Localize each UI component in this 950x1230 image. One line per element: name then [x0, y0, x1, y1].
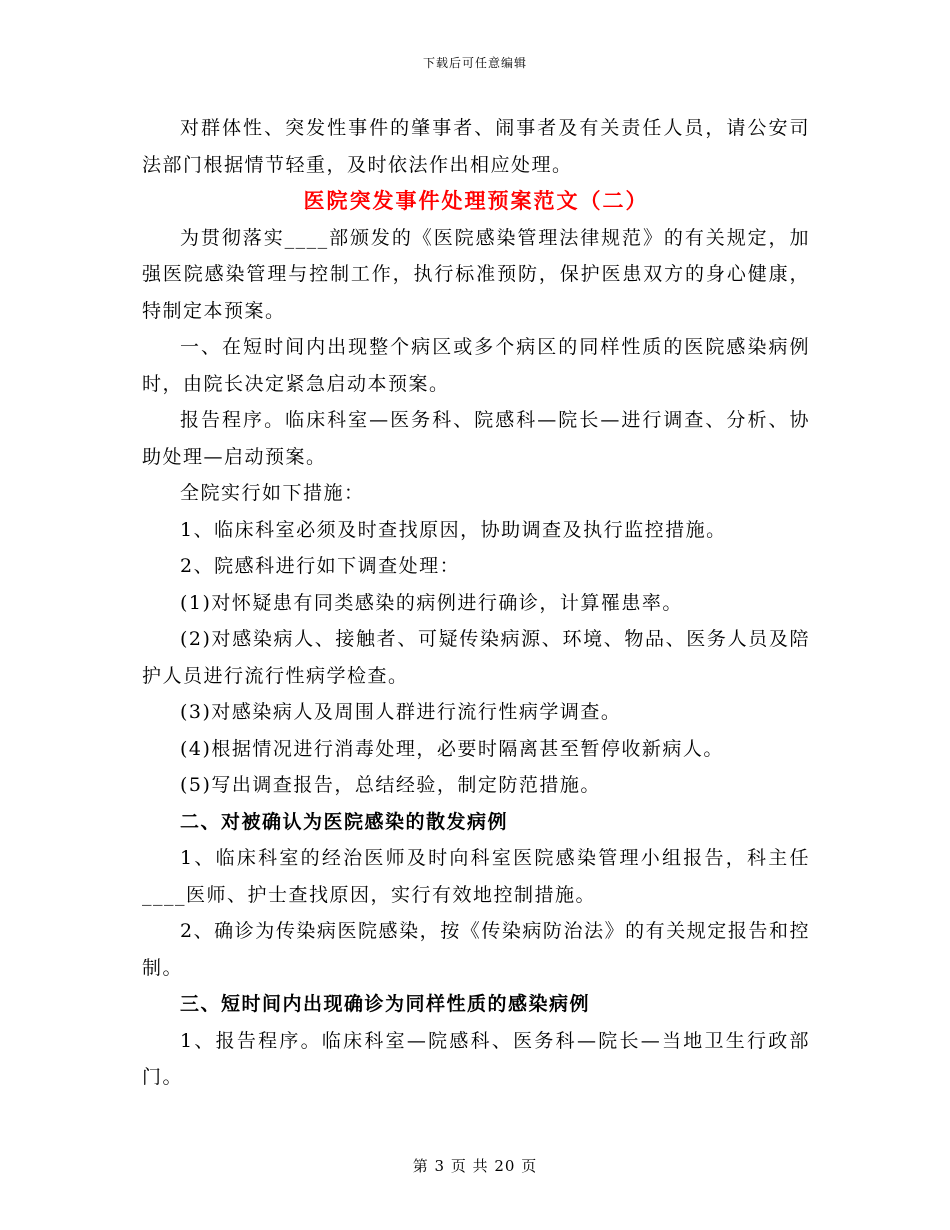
- page-number: 第 3 页 共 20 页: [412, 1157, 538, 1175]
- page-header-note: 下载后可任意编辑: [422, 56, 527, 70]
- section-3-heading: 三、短时间内出现确诊为同样性质的感染病例: [180, 993, 591, 1015]
- intro-paragraph: 对群体性、突发性事件的肇事者、闹事者及有关责任人员，请公安司法部门根据情节轻重，及时依法作出相应处理。: [142, 117, 810, 176]
- paragraph-step-5: (5)写出调查报告，总结经验，制定防范措施。: [180, 774, 601, 796]
- section-2-heading: 二、对被确认为医院感染的散发病例: [180, 810, 509, 833]
- paragraph-section-1: 一、在短时间内出现整个病区或多个病区的同样性质的医院感染病例时，由院长决定紧急启动本预案。: [142, 336, 810, 395]
- document-body: [142, 110, 810, 1096]
- paragraph-purpose: 为贯彻落实____部颁发的《医院感染管理法律规范》的有关规定，加强医院感染管理与控制工作，执行标准预防，保护医患双方的身心健康，特制定本预案。: [142, 226, 810, 322]
- paragraph-measure-2: 2、院感科进行如下调查处理：: [180, 555, 461, 577]
- section-2-paragraph-1: 1、临床科室的经治医师及时向科室医院感染管理小组报告，科主任____医师、护士查找原因，实行有效地控制措施。: [142, 847, 810, 906]
- section-3-paragraph-1: 1、报告程序。临床科室—院感科、医务科—院长—当地卫生行政部门。: [142, 1029, 810, 1088]
- paragraph-step-4: (4)根据情况进行消毒处理，必要时隔离甚至暂停收新病人。: [180, 737, 724, 760]
- section-2-paragraph-2: 2、确诊为传染病医院感染，按《传染病防治法》的有关规定报告和控制。: [142, 920, 810, 979]
- paragraph-step-2: (2)对感染病人、接触者、可疑传染病源、环境、物品、医务人员及陪护人员进行流行性病学检查。: [142, 628, 810, 687]
- paragraph-report-procedure: 报告程序。临床科室—医务科、院感科—院长—进行调查、分析、协助处理—启动预案。: [142, 409, 810, 468]
- paragraph-step-3: (3)对感染病人及周围人群进行流行性病学调查。: [180, 701, 622, 723]
- paragraph-measures-intro: 全院实行如下措施：: [180, 482, 365, 504]
- paragraph-measure-1: 1、临床科室必须及时查找原因，协助调查及执行监控措施。: [180, 518, 727, 541]
- paragraph-step-1: (1)对怀疑患有同类感染的病例进行确诊，计算罹患率。: [180, 591, 683, 614]
- document-title: 医院突发事件处理预案范文（二）: [303, 188, 649, 213]
